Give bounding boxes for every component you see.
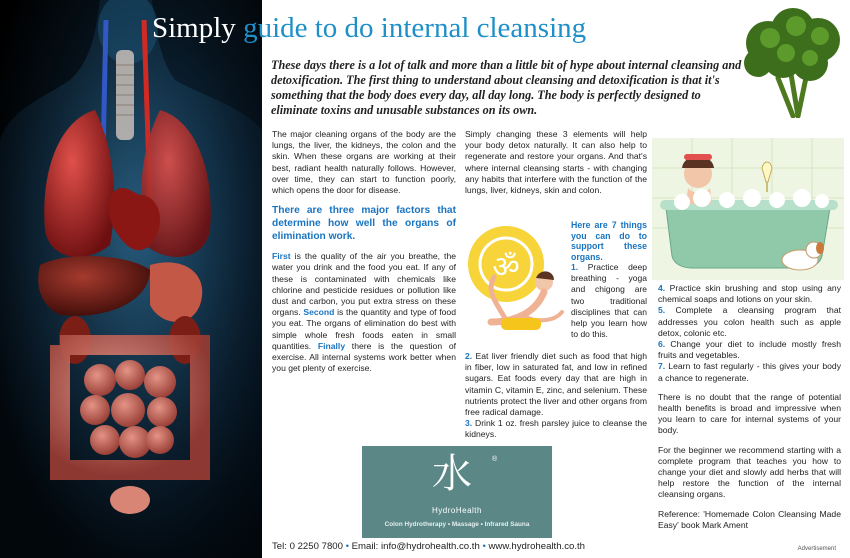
first-label: First bbox=[272, 251, 291, 262]
item-7: 7. Learn to fast regularly - this gives your body a chance to regenerate. bbox=[658, 361, 841, 383]
yoga-woman-illustration bbox=[466, 222, 570, 348]
beginner-paragraph: For the beginner we recommend starting with a complete program that teaches you how to change your diet and slowly add herbs that will help restore the function of the internal cleansing organs. bbox=[658, 444, 841, 500]
svg-text:ॐ: ॐ bbox=[492, 250, 520, 285]
column-2-top bbox=[465, 129, 647, 204]
benefits-paragraph: There is no doubt that the range of potential health benefits is broad and impressive when you learn to care for internal systems of your body. bbox=[658, 391, 841, 436]
logo-brand: HydroHealth bbox=[432, 506, 482, 515]
first-text: is the quality of the air you breathe, the water you drink and the food you eat. If any of these is contaminated with chemicals like chlorine and pesticide residues or pollution like dust and carbon, you put extra stress on these organs. bbox=[272, 251, 456, 318]
reference: Reference: 'Homemade Colon Cleansing Made Easy' book Mark Ament bbox=[658, 508, 841, 530]
footer-tel[interactable]: Tel: 0 2250 7800 bbox=[272, 541, 343, 552]
item-4: 4. Practice skin brushing and stop using any chemical soaps and lotions on your skin. bbox=[658, 283, 841, 305]
factors-heading: There are three major factors that determine how well the organs of elimination work. bbox=[272, 205, 456, 243]
column-3 bbox=[658, 283, 841, 539]
footer-web[interactable]: www.hydrohealth.co.th bbox=[488, 541, 586, 552]
water-symbol-icon: 水 bbox=[432, 451, 472, 497]
hydrohealth-logo[interactable] bbox=[362, 446, 552, 538]
anatomy-illustration bbox=[0, 0, 262, 558]
column-2-things bbox=[571, 220, 647, 340]
things-heading: Here are 7 things you can do to support these organs. bbox=[571, 220, 647, 262]
second-text: is the quantity and type of food you eat. The organs of elimination do best with simple whole fresh foods eaten in small quantities. bbox=[272, 307, 456, 351]
finally-label: Finally bbox=[317, 340, 346, 351]
broccoli-illustration bbox=[738, 8, 846, 118]
finally-text: there is the question of exercise. All internal systems work better when you get plenty of exercise. bbox=[272, 340, 456, 374]
footer-sep-1: • bbox=[345, 541, 349, 552]
anatomy-panel bbox=[0, 0, 262, 558]
footer-email[interactable]: Email: info@hydrohealth.co.th bbox=[351, 541, 480, 552]
item-3: 3. Drink 1 oz. fresh parsley juice to cleanse the kidneys. bbox=[465, 418, 647, 440]
bathtub-woman-illustration bbox=[652, 138, 844, 280]
advertisement-label: Advertisement bbox=[797, 546, 836, 552]
contact-footer bbox=[272, 541, 585, 552]
title-rest: guide to do internal cleansing bbox=[243, 12, 587, 44]
elements-paragraph: Simply changing these 3 elements will help your body detox naturally. It can also help to regenerate and restore your organs. And that's where internal cleansing starts - with changing any habits that interfere with the function of the lungs, liver, kidneys, skin and colon. bbox=[465, 129, 647, 196]
organs-paragraph: The major cleaning organs of the body are the lungs, the liver, the kidneys, the colon and the skin. When these organs are working at their best, radiant health naturally follows. However, over time, they can start to function poorly, which opens the door for disease. bbox=[272, 129, 456, 196]
column-2-bottom bbox=[465, 351, 647, 441]
footer-sep-2: • bbox=[482, 541, 486, 552]
second-label: Second bbox=[303, 307, 335, 318]
intro-paragraph: These days there is a lot of talk and more than a little bit of hype about internal cleansing and detoxification. The first thing to understand about cleansing and detoxification is that it's something that the body does every day, all day long. The body is perfectly designed to eliminate toxins and unusable substances on its own. bbox=[271, 58, 742, 117]
item-1: 1. Practice deep breathing - yoga and chigong are two traditional disciplines that can help you learn how to do this. bbox=[571, 262, 647, 340]
item-5: 5. Complete a cleansing program that addresses you colon health such as apple detox, colonic etc. bbox=[658, 305, 841, 338]
page-title bbox=[152, 14, 586, 43]
registered-mark: ® bbox=[492, 456, 498, 463]
column-1 bbox=[272, 129, 456, 382]
factors-paragraph bbox=[272, 251, 456, 374]
item-6: 6. Change your diet to include mostly fresh fruits and vegetables. bbox=[658, 339, 841, 361]
title-first-word: Simply bbox=[152, 12, 236, 44]
logo-tagline: Colon Hydrotherapy • Massage • Infrared Sauna bbox=[384, 521, 530, 528]
item-2: 2. Eat liver friendly diet such as food that high in fiber, low in saturated fat, and low in refined sugars. Eat foods every day that are high in vitamin C, vitamin E, zinc, and selenium. These nutrients protect the liver and other organs from free radical damage. bbox=[465, 351, 647, 418]
